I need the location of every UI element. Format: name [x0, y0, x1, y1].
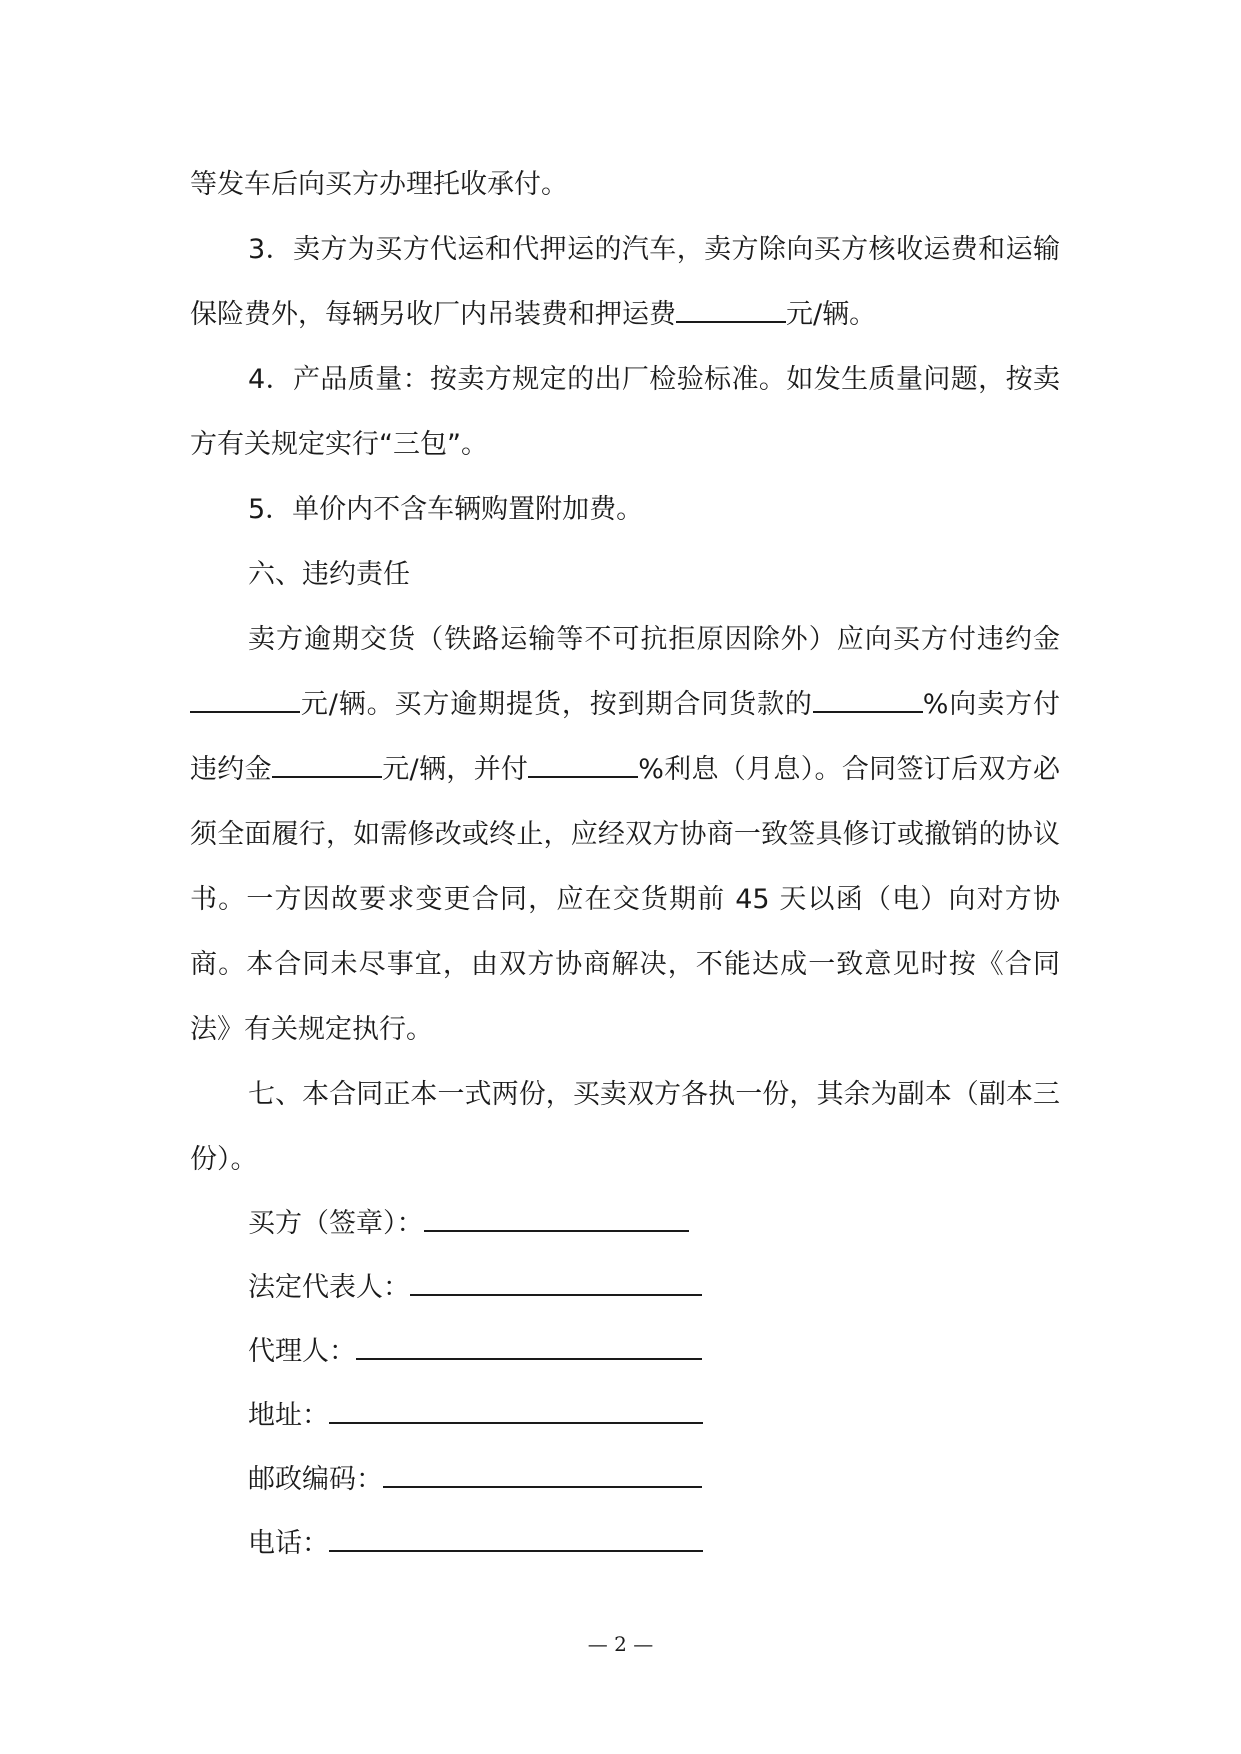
- clause-4: [190, 347, 1060, 477]
- fill-blank-seller-penalty[interactable]: [190, 687, 300, 713]
- clause-3-unit: 元/辆。: [786, 299, 877, 330]
- signature-line-agent: [190, 1320, 1060, 1384]
- clause-4-text: 4．产品质量：按卖方规定的出厂检验标准。如发生质量问题，按卖方有关规定实行“三包”。: [190, 364, 1060, 460]
- signature-block: [190, 1192, 1060, 1576]
- clause-5-text: 5．单价内不含车辆购置附加费。: [248, 494, 644, 525]
- page-number: — 2 —: [587, 1632, 654, 1656]
- signature-label-buyer: 买方（签章）：: [248, 1208, 424, 1239]
- paragraph-text: 等发车后向买方办理托收承付。: [190, 169, 568, 200]
- signature-label-phone: 电话：: [248, 1528, 329, 1559]
- signature-line-legal-rep: [190, 1256, 1060, 1320]
- fill-blank-loading-fee[interactable]: [676, 297, 786, 323]
- signature-label-legal-rep: 法定代表人：: [248, 1272, 410, 1303]
- signature-field-postcode[interactable]: [383, 1462, 702, 1488]
- signature-field-legal-rep[interactable]: [410, 1270, 702, 1296]
- liability-text-e: %利息（月息）。合同签订后双方必须全面履行，如需修改或终止，应经双方协商一致签具修订或撤销的协议书。一方因故要求变更合同，应在交货期前 45 天以函（电）向对方协商。本合同未尽事宜，由双方协商解决，不能达成一致意见时按《合同法》有关规定执行。: [190, 754, 1060, 1045]
- signature-label-postcode: 邮政编码：: [248, 1464, 383, 1495]
- signature-label-address: 地址：: [248, 1400, 329, 1431]
- paragraph-continuation: [190, 152, 1060, 217]
- signature-line-address: [190, 1384, 1060, 1448]
- signature-field-buyer[interactable]: [424, 1206, 689, 1232]
- signature-line-buyer: [190, 1192, 1060, 1256]
- fill-blank-buyer-percent[interactable]: [813, 687, 923, 713]
- liability-text-a: 卖方逾期交货（铁路运输等不可抗拒原因除外）应向买方付违约金: [248, 624, 1060, 655]
- clause-5: [190, 477, 1060, 542]
- document-body: [190, 152, 1060, 1576]
- clause-copies: [190, 1062, 1060, 1192]
- fill-blank-interest-percent[interactable]: [528, 752, 638, 778]
- liability-paragraph: [190, 607, 1060, 1062]
- liability-text-d: 元/辆，并付: [381, 754, 529, 785]
- fill-blank-buyer-penalty[interactable]: [272, 752, 382, 778]
- clause-3-text: 3．卖方为买方代运和代押运的汽车，卖方除向买方核收运费和运输保险费外，每辆另收厂内吊装费和押运费: [190, 234, 1060, 330]
- signature-field-phone[interactable]: [329, 1526, 703, 1552]
- section-heading-liability: [190, 542, 1060, 607]
- signature-label-agent: 代理人：: [248, 1336, 356, 1367]
- signature-line-postcode: [190, 1448, 1060, 1512]
- clause-copies-text: 七、本合同正本一式两份，买卖双方各执一份，其余为副本（副本三份）。: [190, 1079, 1060, 1175]
- signature-field-agent[interactable]: [356, 1334, 702, 1360]
- clause-3: [190, 217, 1060, 347]
- liability-text-c: %向卖方付违约金: [190, 689, 1060, 785]
- signature-field-address[interactable]: [329, 1398, 703, 1424]
- liability-text-b: 元/辆。买方逾期提货，按到期合同货款的: [300, 689, 813, 720]
- section-heading-text: 六、违约责任: [248, 559, 410, 590]
- signature-line-phone: [190, 1512, 1060, 1576]
